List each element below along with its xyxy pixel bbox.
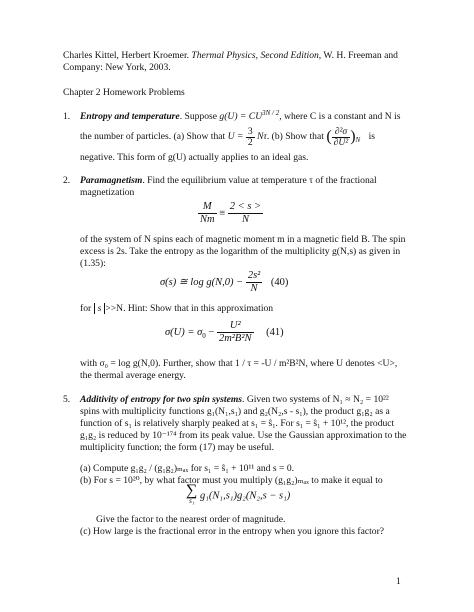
problem-5-number: 5.	[63, 394, 71, 405]
eq-40	[160, 270, 288, 295]
eq-mag-left-num: M	[198, 201, 217, 214]
problem-2-line-5: (1.35):	[80, 258, 106, 269]
problem-2-line-1	[80, 175, 377, 187]
citation-publisher: , W. H. Freeman and	[318, 50, 398, 61]
eq-41-label: (41)	[266, 326, 284, 338]
citation-line-1	[63, 50, 398, 62]
eq-mag-equiv: ≡	[219, 207, 226, 219]
eq-40-lhs: σ(s) ≅ log g(N,0) −	[160, 276, 244, 288]
eq-mag-left-den: Nm	[200, 214, 215, 225]
problem-1-line-2	[80, 126, 375, 148]
problem-5-line-4: g₁g₂ is reduced by 10⁻¹⁷⁴ from its peak value. Use the Gaussian approximation to the	[80, 430, 407, 441]
problem-1-text-d: . (b) Show that	[266, 131, 324, 143]
problem-5-part-b: (b) For s = 10²⁰, by what factor must you multiply (g₁g₂)ₘₐₓ to make it equal to	[80, 475, 383, 486]
problem-5-line-1	[80, 394, 389, 406]
problem-1-line-1	[80, 108, 401, 123]
citation-book-title: Thermal Physics, Second Edition	[191, 50, 319, 61]
eq-d2-den: ∂U²	[333, 136, 349, 148]
problem-1-text-b: , where C is a constant and N is	[279, 111, 401, 122]
eq-d2-num: ∂²σ	[332, 127, 351, 138]
eq-41-minus: −	[208, 326, 215, 338]
eq-41-sub: 0	[202, 332, 206, 340]
eq-41-den: 2m²B²N	[218, 333, 252, 344]
problem-5-line-5: multiplicity function; the form (17) may be useful.	[80, 442, 274, 453]
problem-2-for: for	[80, 303, 92, 314]
problem-2-line-4: excess is 2s. Take the entropy as the logarithm of the multiplicity g(N,s) as given in	[80, 246, 401, 257]
problem-5-line-2: spins with multiplicity functions g₁(N₁,s₁) and g₂(N₂,s - s₁), the product g₁g₂ as a	[80, 406, 390, 417]
problem-1-text-c: the number of particles. (a) Show that	[80, 131, 226, 143]
problem-1-line-3: negative. This form of g(U) actually applies to an ideal gas.	[80, 152, 309, 163]
problem-1-text-e: is	[368, 131, 375, 143]
problem-5-part-c: (c) How large is the fractional error in the entropy when you ignore this factor?	[80, 526, 385, 537]
sum-expression: g₁(N₁,s₁)g₂(N₂,s − s₁)	[200, 490, 291, 502]
eq-41-num: U²	[217, 320, 254, 333]
eq-u-rest: Nτ	[257, 131, 267, 143]
problem-1-number: 1.	[63, 111, 71, 122]
eq-g-body: g(U) = CU	[219, 111, 263, 122]
problem-2-line-6	[80, 303, 273, 315]
page-number: 1	[396, 576, 401, 587]
problem-5-text-1: . Given two systems of N₁ ≈ N₂ = 10²²	[242, 394, 389, 405]
problem-5-line-3: function of s₁ is relatively sharply peaked at s₁ = ŝ₁. For s₁ = ŝ₁ + 10¹², the product	[80, 418, 395, 429]
citation-authors: Charles Kittel, Herbert Kroemer.	[63, 50, 190, 61]
chapter-heading: Chapter 2 Homework Problems	[63, 87, 185, 98]
eq-41	[165, 320, 284, 345]
problem-2-text-1: . Find the equilibrium value at temperature τ of the fractional	[142, 175, 377, 186]
sum-subscript: s₁	[189, 497, 195, 505]
problem-2-line-2: magnetization	[80, 187, 135, 198]
problem-1-eq-u	[227, 125, 267, 148]
problem-1-title: Entropy and temperature	[80, 111, 180, 122]
problem-2-hint: >>N. Hint: Show that in this approximation	[105, 303, 274, 314]
eq-mag-right-den: N	[241, 214, 249, 225]
eq-sum	[186, 482, 291, 506]
sum-symbol: ∑	[186, 482, 198, 499]
problem-5-part-b-tail: Give the factor to the nearest order of magnitude.	[96, 514, 286, 525]
eq-magnetization	[198, 201, 263, 226]
eq-u-lhs: U =	[227, 131, 244, 143]
eq-mag-right-num: 2 < s >	[229, 201, 262, 212]
eq-u-num: 3	[247, 125, 253, 137]
problem-1-eq-g	[219, 108, 280, 122]
problem-2-line-7: with σ₀ = log g(N,0). Further, show that 1 / τ = -U / m²B²N, where U denotes <U>,	[80, 358, 398, 369]
problem-1-text-a: . Suppose	[179, 111, 217, 122]
problem-5-title: Additivity of entropy for two spin systems	[80, 394, 243, 405]
problem-1-eq-d2: (	[326, 128, 332, 145]
problem-2-title: Paramagnetism	[80, 175, 143, 186]
eq-u-den: 2	[247, 136, 253, 148]
eq-40-den: N	[250, 283, 258, 294]
problem-2-line-8: the thermal average energy.	[80, 370, 186, 381]
eq-40-num: 2s²	[247, 270, 261, 281]
abs-s: s	[94, 303, 106, 314]
eq-g-exponent: 3N / 2	[262, 108, 280, 117]
eq-41-lhs: σ(U) = σ	[165, 326, 203, 338]
eq-d2-sub: N	[355, 136, 361, 145]
problem-2-line-3: of the system of N spins each of magnetic moment m in a magnetic field B. The spin	[80, 234, 406, 245]
problem-2-number: 2.	[63, 175, 71, 186]
citation-line-2: Company: New York, 2003.	[63, 62, 171, 73]
eq-d2-frac	[332, 127, 351, 148]
problem-5-part-a: (a) Compute g₁g₂ / (g₁g₂)ₘₐₓ for s₁ = ŝ₁ + 10¹¹ and s = 0.	[80, 463, 295, 474]
eq-40-label: (40)	[270, 276, 289, 288]
eq-d2-rparen: )	[350, 128, 356, 145]
